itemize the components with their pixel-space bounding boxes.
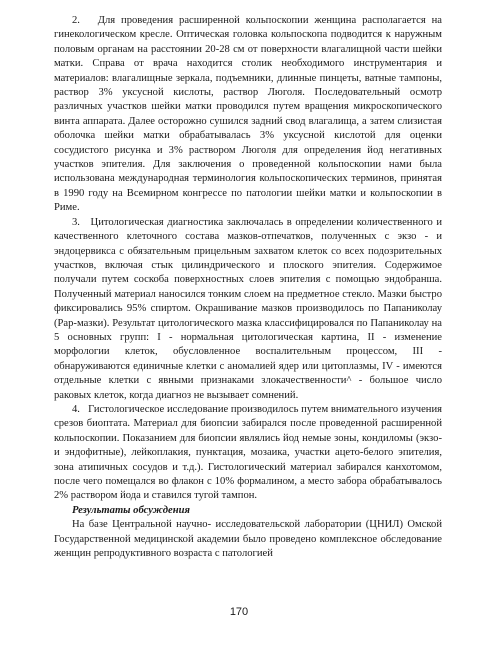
document-page [54, 14, 442, 561]
paragraph-histology-study: 4. Гистологическое исследование производилось путем внимательного изучения срезов биоптата. Материал для биопсии забирался после проведенной расширенной кольпоскопии. Показанием для биопсии являлись йод немые зоны, кондиломы (экзо-и эндофитные), лейкоплакия, пунктация, мозаика, участки ацето-белого эпителия, зона атипичных сосудов и т.д.). Гистологический материал забирался канхотомом, после чего помещался во флакон с 10% формалином, а место забора обрабатывалось 2% раствором йода и ставился тугой тампон. [54, 403, 442, 502]
page-number: 170 [229, 606, 249, 618]
paragraph-cytology-diagnostics: 3. Цитологическая диагностика заключалась в определении количественного и качественного клеточного состава мазков-отпечатков, полученных с экзо - и эндоцервикса с обязательным прицельным захватом клеток со всех подозрительных участков, включая стык цилиндрического и плоского эпителия. Содержимое получали путем соскоба поверхностных слоев эпителия с помощью эндобранша. Полученный материал наносился тонким слоем на предметное стекло. Мазки быстро фиксировались 95% спиртом. Окрашивание мазков производилось по Папаниколау (Pap-мазки). Результат цитологического мазка классифицировался по Папаниколау на 5 основных групп: I - нормальная цитологическая картина, II - изменение морфологии клеток, обусловленное воспалительным процессом, III - обнаруживаются единичные клетки с аномалией ядер или цитоплазмы, IV - имеются отдельные клетки с явными признаками злокачественности^ - большое число раковых клеток, когда диагноз не вызывает сомнений. [54, 216, 442, 401]
paragraph-colposcopy-procedure: 2. Для проведения расширенной кольпоскопии женщина располагается на гинекологическом кресле. Оптическая головка кольпоскопа подводится к наружным половым органам на расстоянии 20-28 см от поверхности влагалищной части шейки матки. Справа от врача находится столик необходимого инструментария и материалов: влагалищные зеркала, подъемники, длинные пинцеты, ватные тампоны, раствор 3% уксусной кислоты, раствор Люголя. Последовательный осмотр различных участков шейки матки проводился путем вращения микроскопического винта аппарата. Далее осторожно сушился задний свод влагалища, а затем слизистая оболочка шейки матки обрабатывалась 3% уксусной кислотой для оценки сосудистого рисунка и 3% раствором Люголя для определения йод негативных участков эпителия. Для заключения о проведенной кольпоскопии нами была использована международная терминология кольпоскопических терминов, принятая в 1990 году на Всемирном конгрессе по патологии шейки матки и кольпоскопии в Риме. [54, 15, 442, 214]
section-heading-results: Результаты обсуждения [72, 504, 190, 516]
paragraph-results-intro: На базе Центральной научно- исследовательской лаборатории (ЦНИЛ) Омской Государственной медицинской академии было проведено комплексное обследование женщин репродуктивного возраста с патологией [54, 519, 442, 560]
